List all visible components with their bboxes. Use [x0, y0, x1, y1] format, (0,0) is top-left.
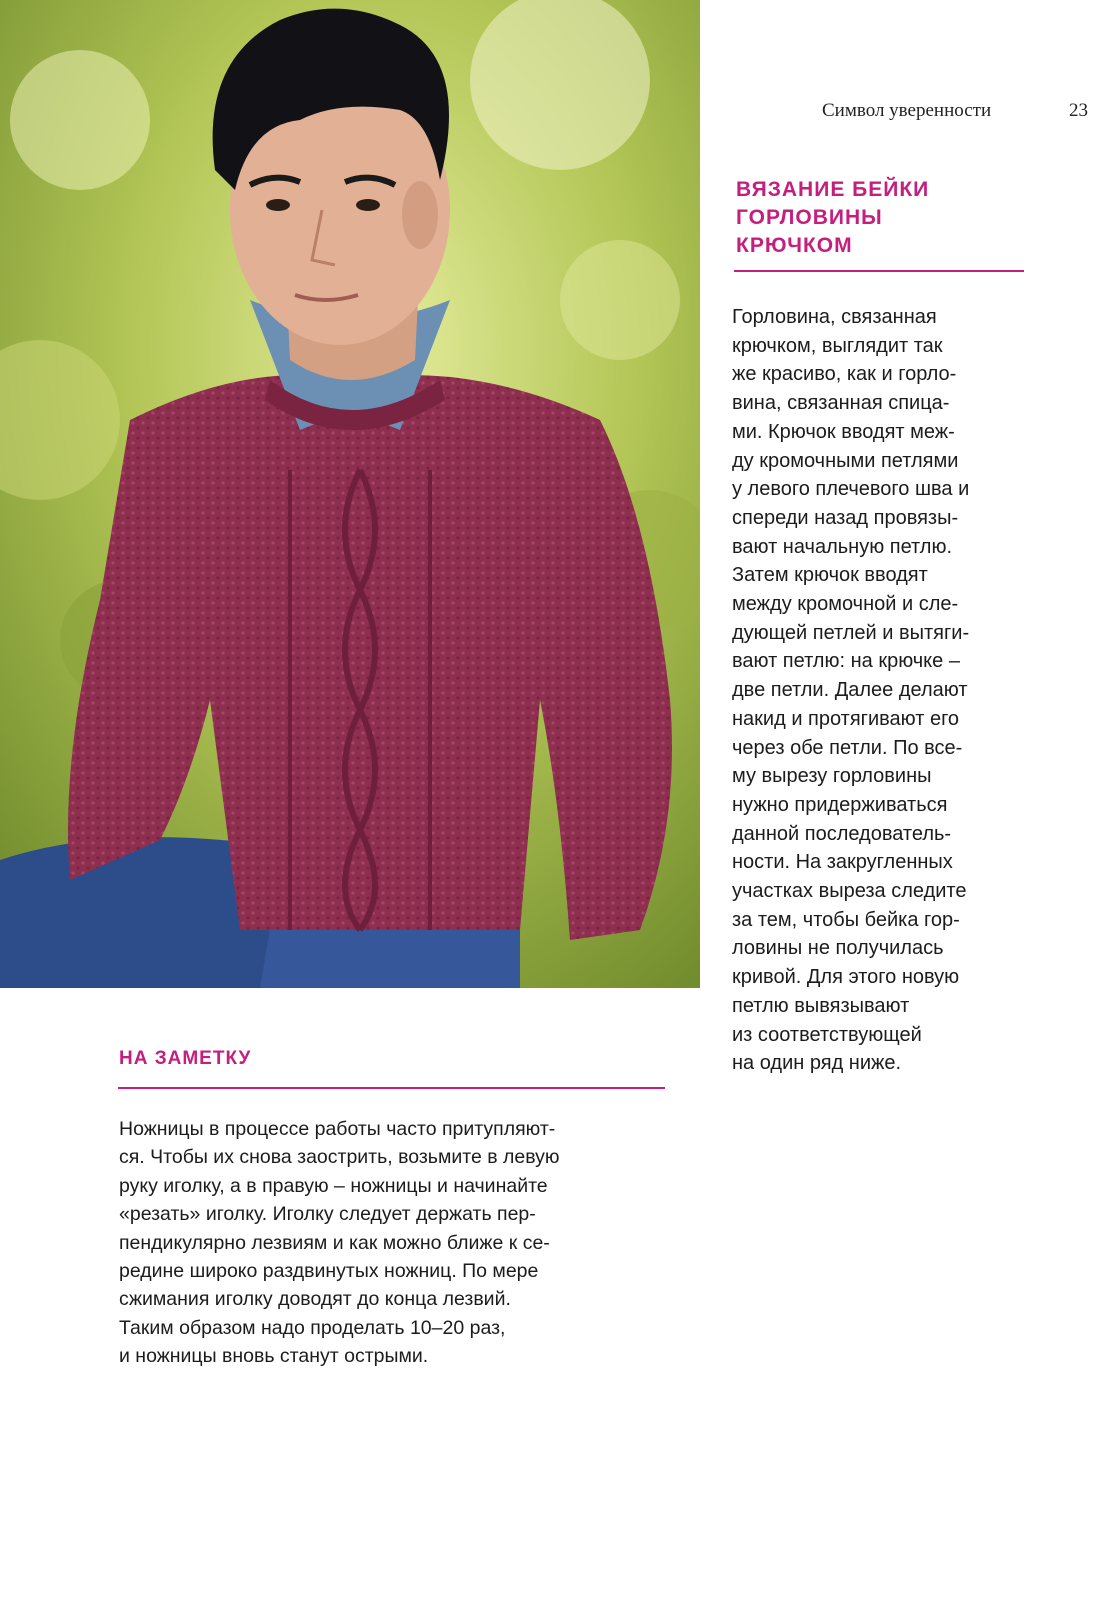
- body-line: же красиво, как и горло-: [732, 363, 957, 386]
- body-line: две петли. Далее делают: [732, 679, 968, 702]
- body-line: спереди назад провязы-: [732, 506, 959, 529]
- body-line: ности. На закругленных: [732, 851, 953, 874]
- man-in-sweater-illustration: [0, 0, 700, 988]
- body-line: на один ряд ниже.: [732, 1052, 902, 1075]
- note-line: пендикулярно лезвиям и как можно ближе к се-: [119, 1231, 550, 1254]
- note-line: Таким образом надо проделать 10–20 раз,: [119, 1316, 506, 1339]
- section-title-line: КРЮЧКОМ: [736, 234, 853, 257]
- note-line: и ножницы вновь станут острыми.: [119, 1345, 429, 1368]
- section-title-line: ВЯЗАНИЕ БЕЙКИ: [736, 178, 930, 201]
- note-title-rule: [118, 1087, 665, 1089]
- running-head: [822, 100, 1088, 122]
- body-line: через обе петли. По все-: [732, 736, 963, 759]
- body-line: между кромочной и сле-: [732, 593, 959, 616]
- note-line: редине широко раздвинутых ножниц. По мере: [119, 1260, 539, 1283]
- body-line: петлю вывязывают: [732, 994, 910, 1017]
- note-line: Ножницы в процессе работы часто притупляют-: [119, 1118, 556, 1140]
- body-line: ми. Крючок вводят меж-: [732, 420, 955, 443]
- body-line: дующей петлей и вытяги-: [732, 621, 970, 644]
- running-title: Символ уверенности: [822, 100, 992, 121]
- note-body: [119, 1115, 671, 1371]
- section-title: [736, 176, 1026, 260]
- body-line: накид и протягивают его: [732, 707, 960, 730]
- note-line: «резать» иголку. Иголку следует держать пер-: [119, 1203, 536, 1226]
- body-line: кривой. Для этого новую: [732, 966, 960, 989]
- note-line: ся. Чтобы их снова заострить, возьмите в левую: [119, 1146, 560, 1169]
- body-line: ловины не получилась: [732, 937, 944, 960]
- body-line: Затем крючок вводят: [732, 564, 928, 587]
- body-line: му вырезу горловины: [732, 765, 932, 788]
- body-line: за тем, чтобы бейка гор-: [732, 908, 960, 931]
- note-line: руку иголку, а в правую – ножницы и начинайте: [119, 1174, 548, 1197]
- body-line: крючком, выглядит так: [732, 334, 943, 357]
- body-line: ду кромочными петлями: [732, 449, 959, 472]
- body-line: вают начальную петлю.: [732, 535, 952, 558]
- body-line: Горловина, связанная: [732, 306, 937, 328]
- body-line: нужно придерживаться: [732, 793, 948, 816]
- sweater-photo: [0, 0, 700, 988]
- note-title: НА ЗАМЕТКУ: [119, 1048, 252, 1069]
- note-line: сжимания иголку доводят до конца лезвий.: [119, 1288, 511, 1311]
- body-line: участках выреза следите: [732, 880, 967, 903]
- page-number: 23: [1069, 100, 1088, 121]
- section-title-line: ГОРЛОВИНЫ: [736, 206, 883, 229]
- body-line: вина, связанная спица-: [732, 392, 950, 415]
- body-line: у левого плечевого шва и: [732, 478, 970, 501]
- section-body: [732, 303, 1032, 1078]
- section-title-rule: [734, 270, 1024, 272]
- body-line: вают петлю: на крючке –: [732, 650, 960, 673]
- body-line: из соответствующей: [732, 1023, 922, 1046]
- body-line: данной последователь-: [732, 822, 952, 845]
